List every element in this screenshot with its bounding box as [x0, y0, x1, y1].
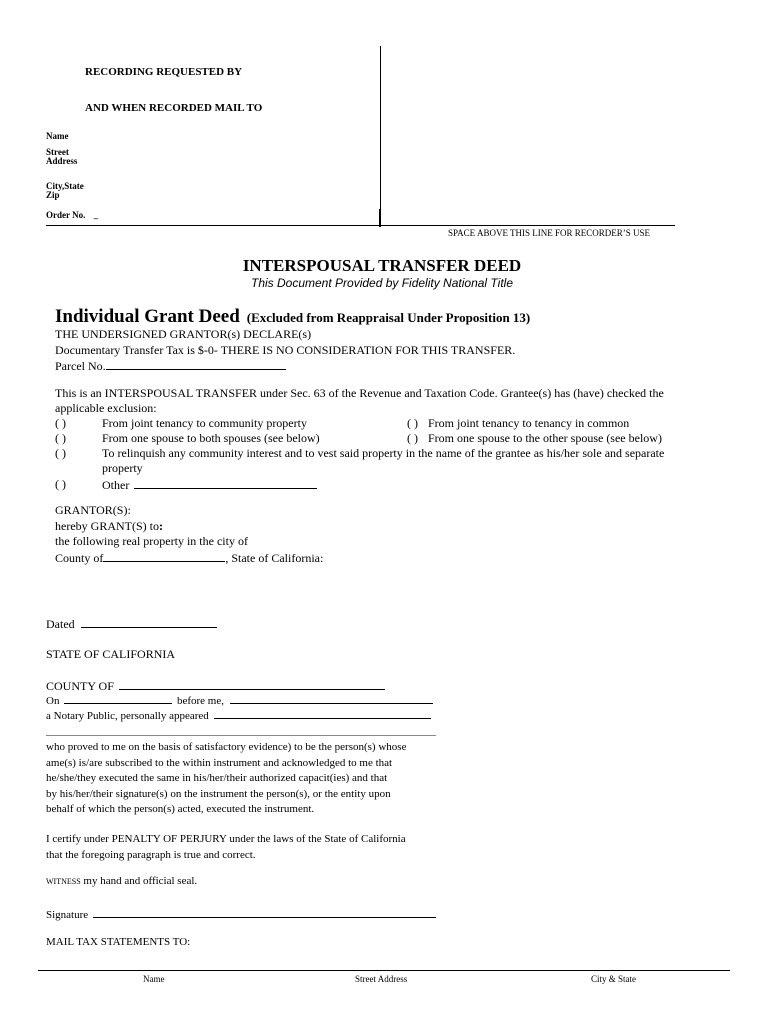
appeared-blank[interactable] — [214, 709, 431, 719]
checkbox-relinquish[interactable]: ( ) — [55, 446, 66, 460]
mail-tax-statements-label: MAIL TAX STATEMENTS TO: — [46, 936, 191, 948]
on-label: On — [46, 695, 60, 707]
parcel-number-label: Parcel No. — [55, 359, 106, 373]
option-joint-to-community: From joint tenancy to community property — [102, 416, 307, 430]
footer-name-label: Name — [143, 974, 165, 984]
grant-to-label: hereby GRANT(S) to — [55, 519, 159, 533]
exclusion-intro-line2: applicable exclusion: — [55, 401, 157, 415]
transfer-tax-statement: Documentary Transfer Tax is $-0- THERE IS NO CONSIDERATION FOR THIS TRANSFER. — [55, 343, 516, 357]
dated-blank[interactable] — [81, 616, 217, 628]
on-before-field[interactable] — [46, 694, 433, 707]
checkbox-one-to-both[interactable]: ( ) — [55, 431, 66, 445]
signature-blank[interactable] — [93, 908, 436, 918]
address-field-label: Address — [46, 156, 78, 166]
parcel-number-field[interactable] — [55, 358, 286, 374]
proof-line1: who proved to me on the basis of satisfactory evidence) to be the person(s) whose — [46, 741, 407, 753]
grant-deed-title: Individual Grant Deed — [55, 306, 240, 327]
appeared-label: a Notary Public, personally appeared — [46, 710, 209, 722]
option-relinquish-line2: property — [102, 461, 143, 475]
footer-city-state-label: City & State — [591, 974, 636, 984]
zip-field-label: Zip — [46, 190, 60, 200]
appeared-field[interactable] — [46, 709, 431, 722]
county-field[interactable] — [55, 550, 323, 566]
order-number-field — [46, 210, 98, 220]
county-suffix: , State of California: — [225, 551, 324, 565]
document-subtitle: This Document Provided by Fidelity National Title — [250, 276, 513, 290]
footer-rule — [38, 970, 730, 971]
proof-line5: behalf of which the person(s) acted, executed the instrument. — [46, 803, 315, 815]
county-of-field[interactable] — [46, 678, 385, 694]
checkbox-other[interactable]: ( ) — [55, 477, 66, 491]
order-number-label: Order No. — [46, 210, 86, 220]
grant-deed-note: (Excluded from Reappraisal Under Proposition 13) — [246, 310, 531, 325]
option-one-to-both: From one spouse to both spouses (see below) — [102, 431, 320, 445]
option-one-to-other: From one spouse to the other spouse (see below) — [428, 431, 662, 445]
dated-field[interactable] — [46, 616, 217, 632]
property-city-label: the following real property in the city of — [55, 534, 248, 548]
parcel-number-blank[interactable] — [106, 358, 286, 370]
recorder-vertical-rule — [380, 46, 381, 216]
appeared-second-line[interactable] — [46, 735, 436, 736]
street-field-label: Street — [46, 147, 69, 157]
witness-prefix: WITNESS — [46, 877, 81, 886]
recording-requested-label: RECORDING REQUESTED BY — [85, 66, 243, 78]
option-other-label: Other — [102, 478, 130, 492]
on-date-blank[interactable] — [64, 694, 172, 704]
county-of-blank[interactable] — [119, 678, 385, 690]
proof-line3: he/she/they executed the same in his/her/their authorized capacit(ies) and that — [46, 772, 388, 784]
witness-rest: my hand and official seal. — [80, 875, 198, 887]
state-label: STATE OF CALIFORNIA — [46, 647, 176, 661]
perjury-line1: I certify under PENALTY OF PERJURY under the laws of the State of California — [46, 833, 406, 845]
proof-line4: by his/her/their signature(s) on the instrument the person(s), or the entity upon — [46, 788, 391, 800]
city-state-field-label: City,State — [46, 181, 84, 191]
option-joint-to-common: From joint tenancy to tenancy in common — [428, 416, 630, 430]
grant-to-line — [55, 519, 163, 534]
grantors-label: GRANTOR(S): — [55, 503, 131, 517]
checkbox-one-to-other[interactable]: ( ) — [407, 431, 418, 445]
signature-label: Signature — [46, 909, 89, 921]
county-of-label: COUNTY OF — [46, 679, 114, 693]
recorder-horizontal-rule — [46, 225, 675, 226]
signature-field[interactable] — [46, 908, 436, 921]
witness-line — [46, 875, 197, 887]
recorder-use-note: SPACE ABOVE THIS LINE FOR RECORDER’S USE — [448, 228, 651, 238]
checkbox-joint-to-community[interactable]: ( ) — [55, 416, 66, 430]
before-me-blank[interactable] — [230, 694, 433, 704]
option-other-field[interactable] — [102, 477, 317, 493]
before-me-label: before me, — [176, 695, 224, 707]
exclusion-intro-line1: This is an INTERSPOUSAL TRANSFER under Sec. 63 of the Revenue and Taxation Code. Grantee(s) has (have) checked the — [55, 386, 664, 400]
grant-to-colon: : — [158, 519, 163, 533]
document-title: INTERSPOUSAL TRANSFER DEED — [242, 256, 522, 275]
grantor-declare: THE UNDERSIGNED GRANTOR(s) DECLARE(s) — [55, 327, 312, 341]
option-other-blank[interactable] — [134, 477, 317, 489]
county-blank[interactable] — [103, 550, 225, 562]
footer-street-label: Street Address — [355, 974, 408, 984]
order-number-value: _ — [93, 210, 99, 220]
mail-to-label: AND WHEN RECORDED MAIL TO — [85, 102, 263, 114]
option-relinquish-line1: To relinquish any community interest and to vest said property in the name of the grantee as his/her sole and separate — [102, 446, 665, 460]
grant-deed-heading — [55, 306, 530, 328]
checkbox-joint-to-common[interactable]: ( ) — [407, 416, 418, 430]
name-field-label: Name — [46, 131, 69, 141]
dated-label: Dated — [46, 617, 75, 631]
perjury-line2: that the foregoing paragraph is true and correct. — [46, 849, 256, 861]
county-label: County of — [55, 551, 104, 565]
proof-line2: ame(s) is/are subscribed to the within instrument and acknowledged to me that — [46, 757, 393, 769]
